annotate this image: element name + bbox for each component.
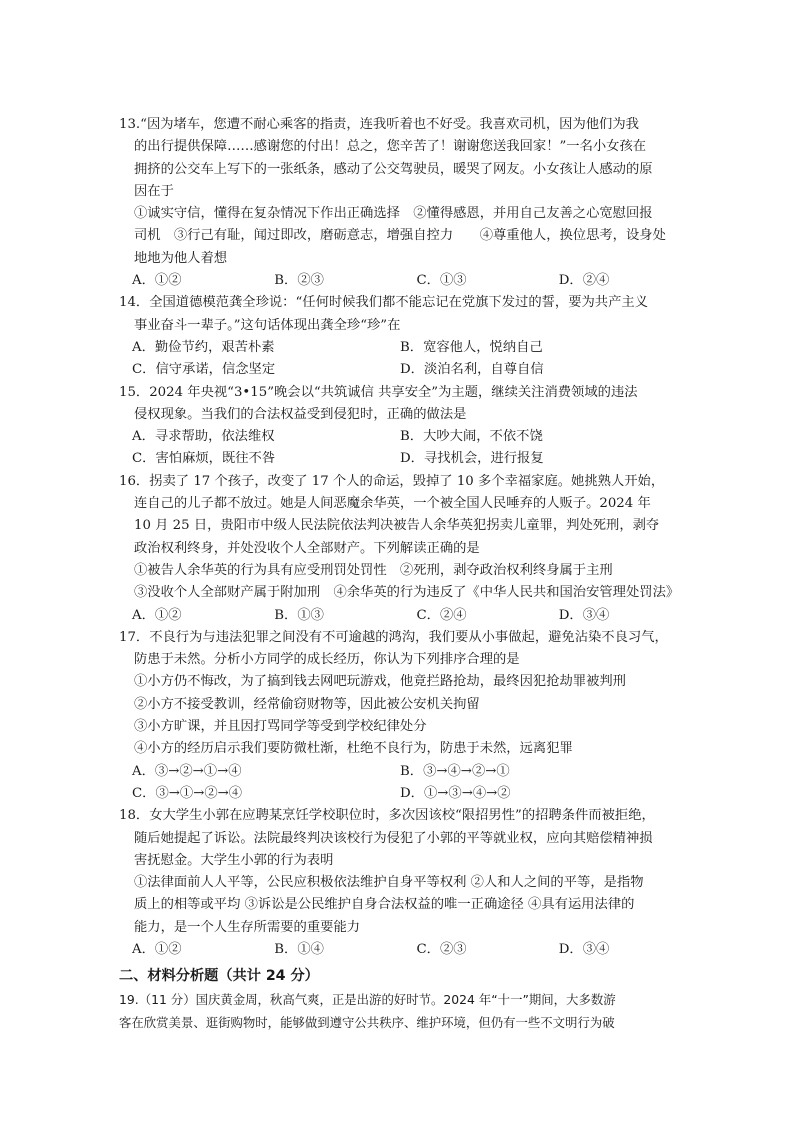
question-14 — [119, 292, 701, 381]
option-c[interactable]: C．③→①→②→④ — [132, 785, 243, 801]
question-18-statement: 质上的相等或平均 ③诉讼是公民维护自身合法权益的唯一正确途径 ④具有运用法律的 — [134, 897, 635, 913]
question-17-statement: ④小方的经历启示我们要防微杜渐，杜绝不良行为，防患于未然，远离犯罪 — [134, 741, 573, 757]
option-d[interactable]: D．②④ — [558, 273, 610, 289]
question-13-options — [119, 270, 701, 292]
question-15 — [119, 382, 701, 471]
question-17-statement: ③小方旷课，并且因打骂同学等受到学校纪律处分 — [134, 719, 427, 735]
question-17-stem-line: 防患于未然。分析小方同学的成长经历，你认为下列排序合理的是 — [134, 652, 520, 668]
question-13-stem-line: 因在于 — [134, 183, 174, 199]
option-c[interactable]: C．害怕麻烦，既往不咎 — [132, 451, 276, 467]
option-b[interactable]: B．②③ — [274, 273, 324, 289]
question-14-options-row — [119, 359, 701, 381]
section-2-heading: 二、材料分析题（共计 24 分） — [119, 968, 319, 985]
question-15-stem-line: 侵权现象。当我们的合法权益受到侵犯时，正确的做法是 — [134, 406, 467, 422]
question-16-stem-line: 政治权利终身，并处没收个人全部财产。下列解读正确的是 — [134, 540, 480, 556]
question-15-options-row — [119, 448, 701, 470]
question-13-statement: ①诚实守信，懂得在复杂情况下作出正确选择 ②懂得感恩，并用自己友善之心宽慰回报 — [134, 206, 653, 222]
question-13-statement: 司机 ③行己有耻，闻过即改，磨砺意志，增强自控力 ④尊重他人，换位思考，设身处 — [134, 228, 666, 244]
option-d[interactable]: D．淡泊名利，自尊自信 — [400, 362, 544, 378]
question-18-stem-line: 害抚慰金。大学生小郭的行为表明 — [134, 852, 334, 868]
question-17-stem-line: 17．不良行为与违法犯罪之间没有不可逾越的鸿沟，我们要从小事做起，避免沾染不良习气， — [119, 629, 668, 645]
option-b[interactable]: B．①④ — [274, 941, 324, 957]
exam-content — [119, 114, 701, 1034]
question-17-statement: ①小方仍不悔改，为了搞到钱去网吧玩游戏，他竟拦路抢劫，最终因犯抢劫罪被判刑 — [134, 674, 626, 690]
option-b[interactable]: B．③→④→②→① — [400, 763, 510, 779]
question-16-stem-line: 10 月 25 日，贵阳市中级人民法院依法判决被告人余华英犯拐卖儿童罪，判处死刑，剥夺 — [134, 518, 660, 534]
question-16-options — [119, 605, 701, 627]
option-a[interactable]: A．①② — [132, 941, 182, 957]
option-b[interactable]: B．①③ — [274, 607, 324, 623]
question-18-stem-line: 随后她提起了诉讼。法院最终判决该校行为侵犯了小郭的平等就业权，应向其赔偿精神损 — [134, 830, 653, 846]
question-17 — [119, 627, 701, 805]
option-a[interactable]: A．①② — [132, 273, 182, 289]
question-19-stem-line: 客在欣赏美景、逛街购物时，能够做到遵守公共秩序、维护环境，但仍有一些不文明行为破 — [119, 1014, 615, 1030]
option-a[interactable]: A．寻求帮助，依法维权 — [132, 429, 275, 445]
question-13-statement: 地地为他人着想 — [134, 250, 228, 266]
question-15-stem-line: 15．2024 年央视“3•15”晚会以“共筑诚信 共享安全”为主题，继续关注消费领域的违法 — [119, 384, 638, 400]
option-c[interactable]: C．②④ — [416, 607, 467, 623]
question-19-stem-line: 19.（11 分）国庆黄金周，秋高气爽，正是出游的好时节。2024 年“十一”期间，大多数游 — [119, 992, 616, 1008]
option-b[interactable]: B．大吵大闹，不依不饶 — [400, 429, 543, 445]
option-c[interactable]: C．②③ — [416, 941, 467, 957]
question-18-statement: ①法律面前人人平等，公民应积极依法维护自身平等权利 ②人和人之间的平等，是指物 — [134, 875, 644, 891]
option-a[interactable]: A．勤俭节约，艰苦朴素 — [132, 339, 275, 355]
option-c[interactable]: C．①③ — [416, 273, 467, 289]
option-c[interactable]: C．信守承诺，信念坚定 — [132, 362, 276, 378]
option-d[interactable]: D．③④ — [558, 607, 610, 623]
question-14-stem-line: 事业奋斗一辈子。”这句话体现出龚全珍“珍”在 — [134, 317, 401, 333]
question-15-options-row — [119, 426, 701, 448]
question-17-options-row — [119, 783, 701, 805]
question-18-statement: 能力，是一个人生存所需要的重要能力 — [134, 919, 361, 935]
option-b[interactable]: B．宽容他人，悦纳自己 — [400, 339, 543, 355]
option-d[interactable]: D．寻找机会，进行报复 — [400, 451, 544, 467]
question-13-stem-line: 13.“因为堵车，您遭不耐心乘客的指责，连我听着也不好受。我喜欢司机，因为他们为我 — [119, 117, 639, 132]
option-a[interactable]: A．①② — [132, 607, 182, 623]
question-18-stem-line: 18．女大学生小郭在应聘某烹饪学校职位时，多次因该校“限招男性”的招聘条件而被拒绝， — [119, 808, 655, 824]
question-14-stem-line: 14．全国道德模范龚全珍说：“任何时候我们都不能忘记在党旗下发过的誓，要为共产主义 — [119, 295, 648, 311]
option-d[interactable]: D．③④ — [558, 941, 610, 957]
question-17-statement: ②小方不接受教训，经常偷窃财物等，因此被公安机关拘留 — [134, 696, 480, 712]
question-19 — [119, 989, 701, 1034]
question-13 — [119, 114, 701, 292]
question-18-options — [119, 939, 701, 961]
question-18 — [119, 805, 701, 961]
question-16 — [119, 471, 701, 627]
question-16-stem-line: 连自己的儿子都不放过。她是人间恶魔余华英，一个被全国人民唾弃的人贩子。2024 年 — [134, 496, 651, 512]
option-a[interactable]: A．③→②→①→④ — [132, 763, 242, 779]
question-17-options-row — [119, 761, 701, 783]
question-16-statement: ①被告人余华英的行为具有应受刑罚处罚性 ②死刑，剥夺政治权利终身属于主刑 — [134, 562, 613, 578]
question-13-stem-line: 的出行提供保障……感谢您的付出！总之，您辛苦了！谢谢您送我回家！”一名小女孩在 — [134, 139, 647, 155]
question-13-stem-line: 拥挤的公交车上写下的一张纸条，感动了公交驾驶员，暖哭了网友。小女孩让人感动的原 — [134, 161, 653, 177]
question-16-stem-line: 16．拐卖了 17 个孩子，改变了 17 个人的命运，毁掉了 10 多个幸福家庭。她挑熟人开始， — [119, 473, 665, 489]
question-14-options-row — [119, 337, 701, 359]
option-d[interactable]: D．①→③→④→② — [400, 785, 511, 801]
question-16-statement: ③没收个人全部财产属于附加刑 ④余华英的行为违反了《中华人民共和国治安管理处罚法》 — [134, 585, 680, 601]
